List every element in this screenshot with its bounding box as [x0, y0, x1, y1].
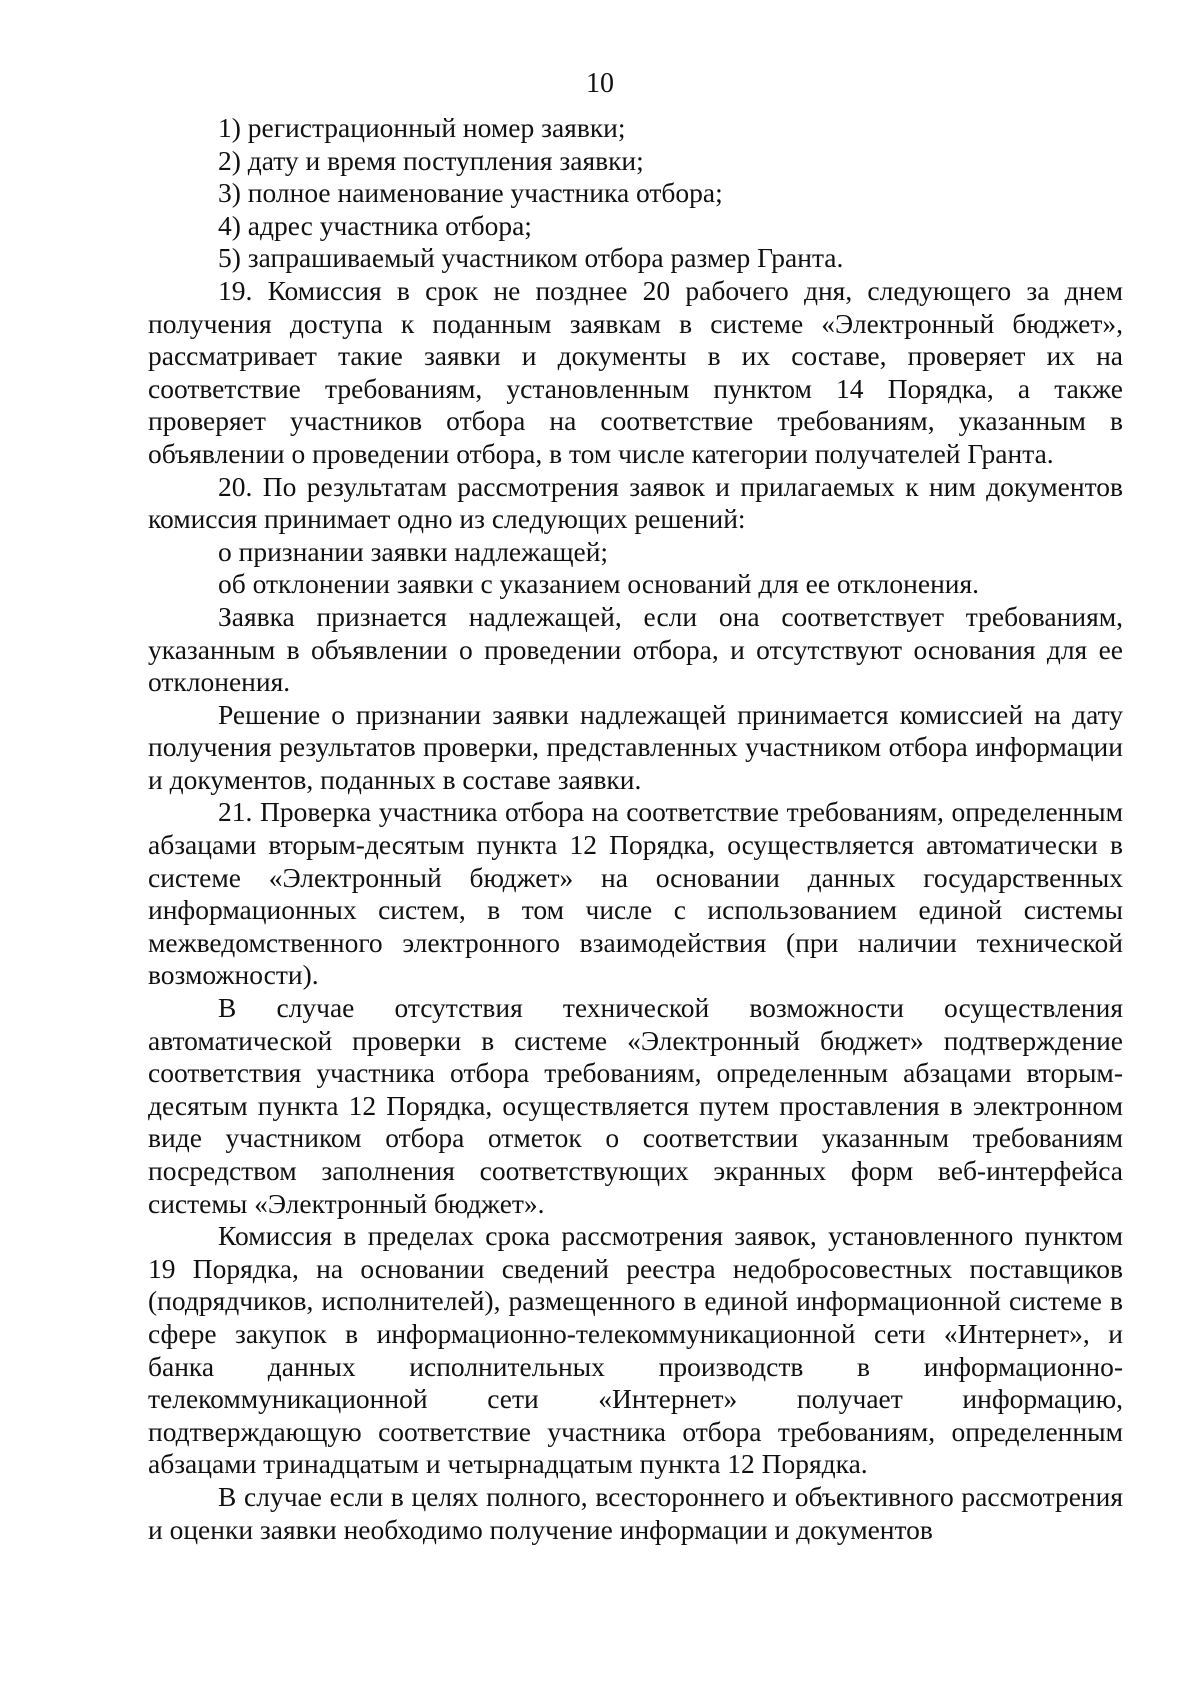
- paragraph-21-manual-check: В случае отсутствия технической возможности осуществления автоматической проверки в системе «Электронный бюджет» подтверждение соответствия участника отбора требованиям, определенным абзацами вторым-десятым пункта 12 Порядка, осуществляется путем проставления в электронном виде участником отбора отметок о соответствии указанным требованиям посредством заполнения соответствующих экранных форм веб-интерфейса системы «Электронный бюджет».: [148, 992, 1123, 1219]
- paragraph-21-continuation: В случае если в целях полного, всестороннего и объективного рассмотрения и оценки заявки необходимо получение информации и документов: [148, 1480, 1123, 1545]
- decision-item: о признании заявки надлежащей;: [218, 535, 609, 567]
- paragraph-21: 21. Проверка участника отбора на соответствие требованиям, определенным абзацами вторым-десятым пункта 12 Порядка, осуществляется автоматически в системе «Электронный бюджет» на основании данных государственных информационных систем, в том числе с использованием единой системы межведомственного электронного взаимодействия (при наличии технической возможности).: [148, 796, 1123, 991]
- paragraph-20-proper: Заявка признается надлежащей, если она соответствует требованиям, указанным в объявлении о проведении отбора, и отсутствуют основания для ее отклонения.: [148, 600, 1123, 698]
- list-item: 4) адрес участника отбора;: [218, 209, 532, 241]
- list-item: 2) дату и время поступления заявки;: [218, 144, 644, 176]
- paragraph-21-registry: Комиссия в пределах срока рассмотрения заявок, установленного пунктом 19 Порядка, на основании сведений реестра недобросовестных поставщиков (подрядчиков, исполнителей), размещенного в единой информационной системе в сфере закупок в информационно-телекоммуникационной сети «Интернет», и банка данных исполнительных производств в информационно-телекоммуникационной сети «Интернет» получает информацию, подтверждающую соответствие участника отбора требованиям, определенным абзацами тринадцатым и четырнадцатым пункта 12 Порядка.: [148, 1220, 1123, 1480]
- list-item: 3) полное наименование участника отбора;: [218, 177, 723, 209]
- document-body: [148, 112, 1123, 1546]
- list-item: 5) запрашиваемый участником отбора размер Гранта.: [218, 242, 844, 274]
- paragraph-20: 20. По результатам рассмотрения заявок и прилагаемых к ним документов комиссия принимает одно из следующих решений:: [148, 470, 1123, 535]
- list-item: 1) регистрационный номер заявки;: [218, 112, 626, 143]
- paragraph-19: 19. Комиссия в срок не позднее 20 рабочего дня, следующего за днем получения доступа к поданным заявкам в системе «Электронный бюджет», рассматривает такие заявки и документы в их составе, проверяет их на соответствие требованиям, установленным пунктом 14 Порядка, а также проверяет участников отбора на соответствие требованиям, указанным в объявлении о проведении отбора, в том числе категории получателей Гранта.: [148, 274, 1123, 469]
- paragraph-20-decision: Решение о признании заявки надлежащей принимается комиссией на дату получения результатов проверки, представленных участником отбора информации и документов, поданных в составе заявки.: [148, 698, 1123, 795]
- page-number: 10: [586, 68, 614, 99]
- decision-item: об отклонении заявки с указанием оснований для ее отклонения.: [218, 568, 980, 600]
